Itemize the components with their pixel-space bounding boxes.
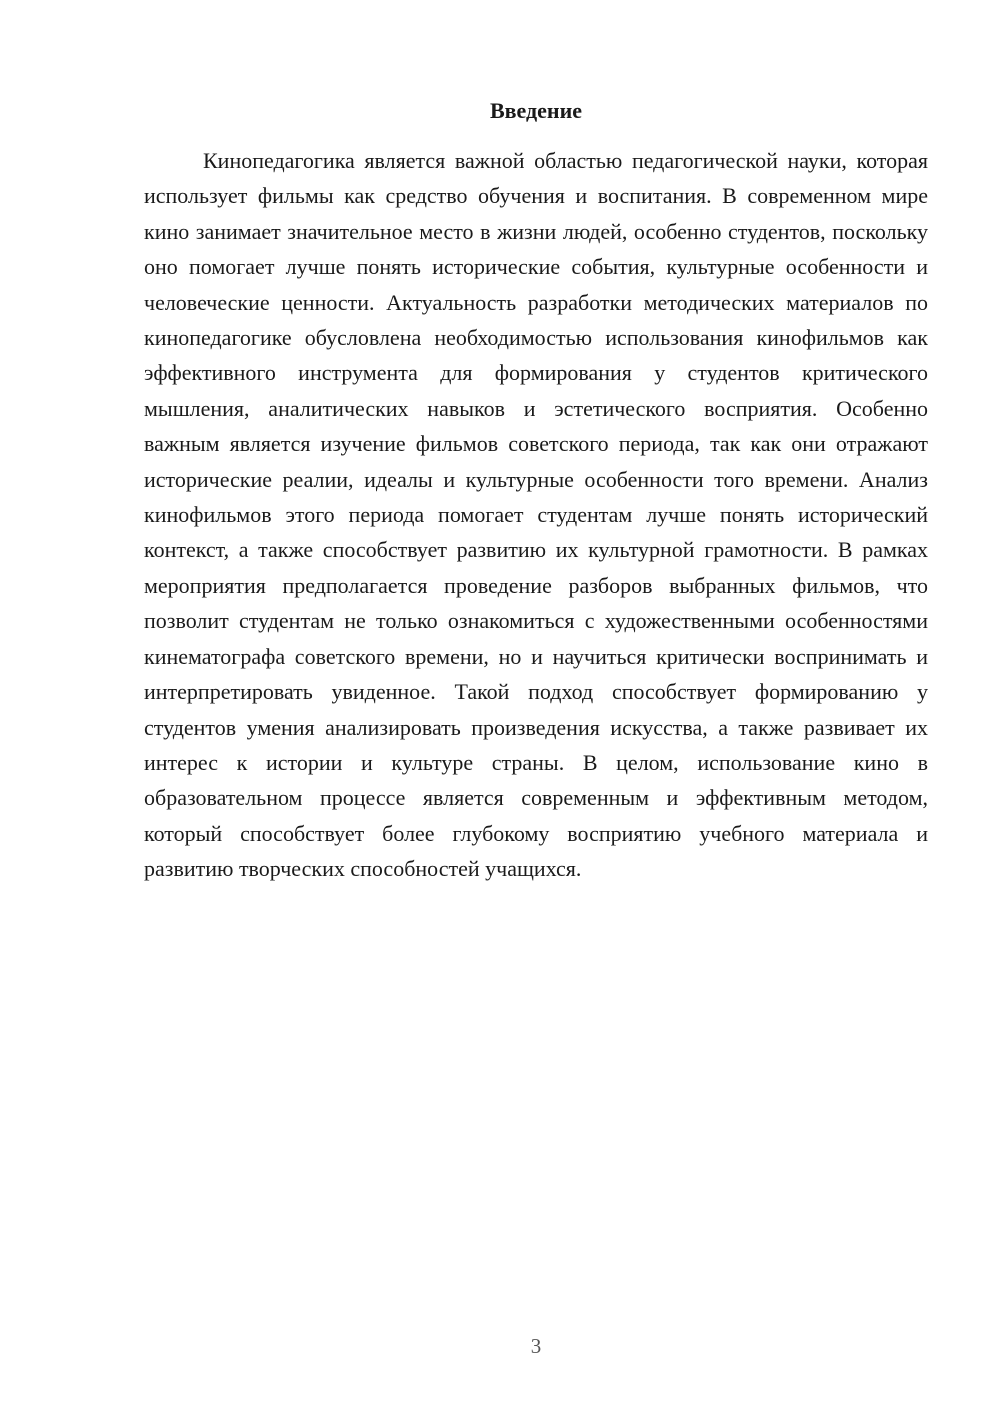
section-title: Введение	[489, 98, 583, 123]
page-number: 3	[530, 1334, 542, 1358]
body-paragraph: Кинопедагогика является важной областью педагогической науки, которая использует фильмы как средство обучения и воспитания. В современном мире кино занимает значительное место в жизни людей, особенно студентов, поскольку оно помогает лучше понять исторические события, культурные особенности и человеческие ценности. Актуальность разработки методических материалов по кинопедагогике обусловлена необходимостью использования кинофильмов как эффективного инструмента для формирования у студентов критического мышления, аналитических навыков и эстетического восприятия. Особенно важным является изучение фильмов советского периода, так как они отражают исторические реалии, идеалы и культурные особенности того времени. Анализ кинофильмов этого периода помогает студентам лучше понять исторический контекст, а также способствует развитию их культурной грамотности. В рамках мероприятия предполагается проведение разборов выбранных фильмов, что позволит студентам не только ознакомиться с художественными особенностями кинематографа советского времени, но и научиться критически воспринимать и интерпретировать увиденное. Такой подход способствует формированию у студентов умения анализировать произведения искусства, а также развивает их интерес к истории и культуре страны. В целом, использование кино в образовательном процессе является современным и эффективным методом, который способствует более глубокому восприятию учебного материала и развитию творческих способностей учащихся.	[144, 148, 928, 882]
